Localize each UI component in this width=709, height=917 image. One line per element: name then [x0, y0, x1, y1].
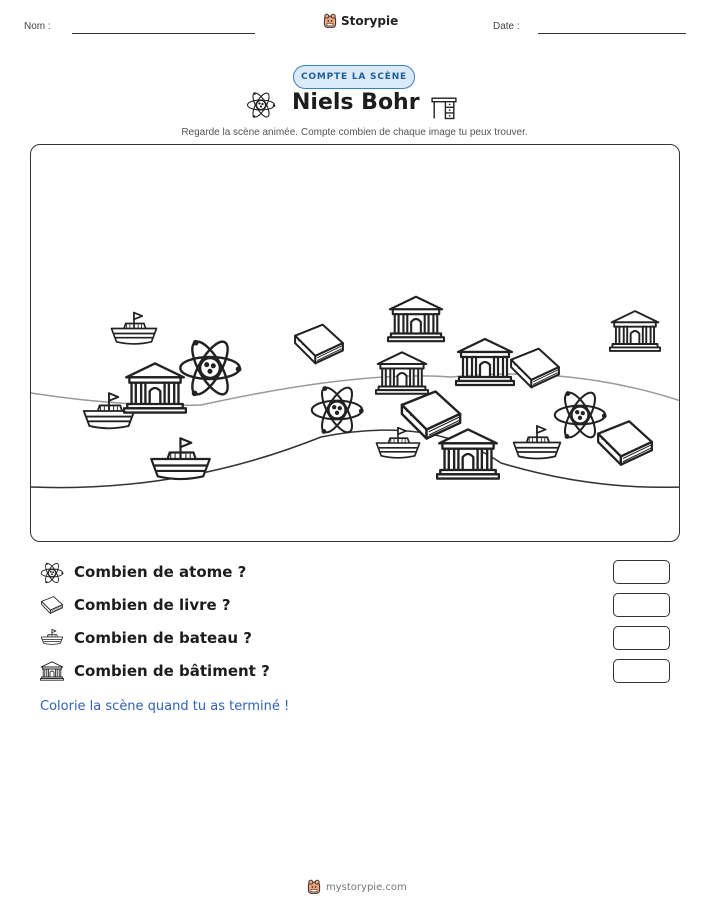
boat-icon	[40, 627, 64, 647]
storypie-logo-icon	[306, 879, 322, 895]
building-icon	[437, 429, 499, 478]
counting-scene	[30, 144, 680, 542]
hill-line-lower	[31, 430, 680, 487]
brand-name: Storypie	[341, 14, 399, 28]
building-icon	[610, 311, 660, 351]
page-title-row	[246, 89, 462, 125]
question-row-atom	[40, 560, 670, 586]
building-icon	[376, 352, 428, 393]
question-text: Combien de bateau ?	[74, 629, 252, 647]
date-field[interactable]	[538, 33, 686, 34]
name-label: Nom :	[24, 21, 51, 32]
footer	[306, 879, 407, 895]
question-row-boat	[40, 626, 670, 652]
brand-logo	[322, 13, 398, 29]
building-icon	[456, 339, 514, 385]
storypie-logo-icon	[322, 13, 338, 29]
name-field[interactable]	[72, 33, 255, 34]
boat-icon	[112, 312, 157, 344]
atom-icon	[246, 90, 276, 120]
boat-icon	[514, 425, 561, 458]
atom-icon	[40, 561, 64, 585]
date-label: Date :	[493, 21, 520, 32]
answer-box-book[interactable]	[613, 593, 670, 617]
building-icon	[388, 297, 444, 341]
book-icon	[40, 594, 64, 616]
desk-icon	[430, 94, 458, 122]
answer-box-atom[interactable]	[613, 560, 670, 584]
book-icon	[295, 325, 343, 364]
scene-illustration	[31, 145, 680, 542]
question-row-book	[40, 593, 670, 619]
color-instruction: Colorie la scène quand tu as terminé !	[40, 699, 290, 714]
boat-icon	[151, 437, 210, 479]
atom-icon	[180, 337, 241, 399]
building-icon	[40, 660, 64, 682]
building-icon	[124, 363, 186, 412]
question-row-building	[40, 659, 670, 685]
answer-box-boat[interactable]	[613, 626, 670, 650]
activity-badge: COMPTE LA SCÈNE	[293, 65, 415, 89]
page-title: Niels Bohr	[292, 90, 420, 115]
atom-icon	[312, 384, 364, 437]
question-text: Combien de atome ?	[74, 563, 247, 581]
question-text: Combien de livre ?	[74, 596, 231, 614]
book-icon	[511, 349, 559, 388]
answer-box-building[interactable]	[613, 659, 670, 683]
book-icon	[598, 421, 652, 464]
instructions-text: Regarde la scène animée. Compte combien de chaque image tu peux trouver.	[181, 127, 528, 138]
question-text: Combien de bâtiment ?	[74, 662, 270, 680]
footer-url[interactable]: mystorypie.com	[326, 881, 407, 893]
